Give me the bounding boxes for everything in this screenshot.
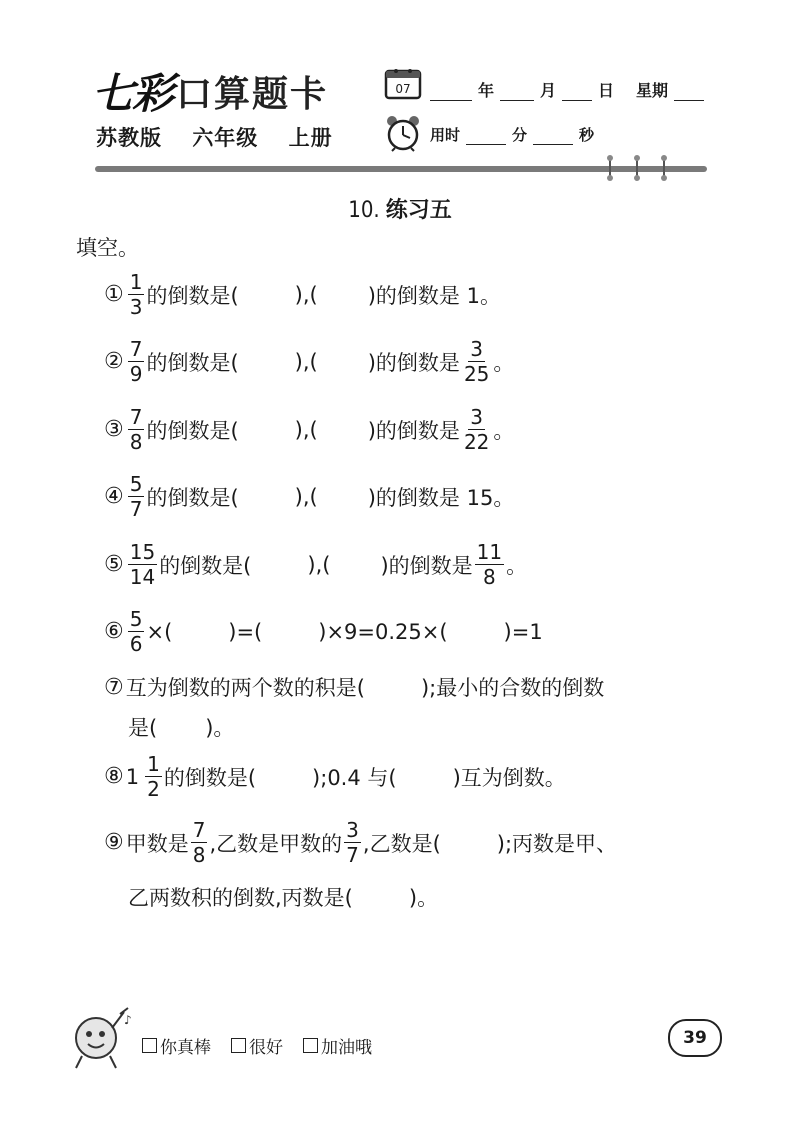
numerator: 15: [129, 540, 156, 564]
numerator: 3: [470, 337, 484, 361]
denominator: 3: [129, 295, 143, 319]
question-text: 。: [493, 418, 515, 443]
question-8: [104, 754, 566, 799]
numerator: 1: [147, 752, 160, 776]
checkbox[interactable]: [303, 1038, 318, 1053]
question-text: 的倒数是(: [146, 485, 239, 510]
question-text: )。: [408, 886, 439, 910]
date-fields: [430, 78, 704, 101]
question-text: 。: [493, 350, 515, 375]
denominator: 7: [129, 497, 143, 521]
denominator: 9: [129, 362, 143, 386]
question-9: [104, 820, 617, 865]
calendar-icon: [384, 66, 422, 100]
question-marker: ⑤: [104, 552, 124, 577]
rating-label: 你真棒: [160, 1038, 211, 1058]
question-marker: ⑥: [104, 619, 124, 644]
mixed-whole: 1: [125, 764, 140, 789]
checkbox[interactable]: [231, 1038, 246, 1053]
denominator: 25: [463, 362, 490, 386]
question-text: )的倒数是 15。: [367, 485, 515, 510]
numerator: 3: [470, 405, 484, 429]
checkbox[interactable]: [142, 1038, 157, 1053]
fraction: [344, 820, 361, 865]
question-4: [104, 474, 514, 519]
seconds-blank[interactable]: [533, 126, 573, 145]
denominator: 7: [346, 843, 359, 867]
question-text: 的倒数是(: [146, 350, 239, 375]
question-text: ),(: [294, 417, 318, 442]
question-text: )。: [205, 716, 235, 740]
question-7-line-2: [128, 712, 234, 742]
alarm-clock-icon: [384, 114, 422, 152]
question-text: )的倒数是: [380, 553, 473, 578]
fraction: [462, 339, 491, 384]
day-label: 日: [598, 81, 615, 100]
month-blank[interactable]: [500, 82, 534, 101]
question-text: )的倒数是 1。: [367, 283, 501, 308]
rating-option-great[interactable]: [142, 1033, 211, 1058]
numerator: 11: [476, 540, 503, 564]
denominator: 14: [129, 565, 156, 589]
numerator: 7: [129, 405, 143, 429]
question-marker: ⑨: [104, 830, 124, 855]
brand-title: 口算题卡: [176, 73, 329, 115]
fraction: [475, 542, 504, 587]
denominator: 8: [192, 843, 206, 867]
question-text: ×(: [146, 619, 173, 644]
fraction: [128, 407, 145, 452]
rating-option-keep-going[interactable]: [303, 1033, 372, 1058]
question-7: [104, 672, 604, 702]
question-text: ,乙数是(: [362, 831, 441, 856]
question-text: 乙两数积的倒数,丙数是(: [128, 886, 353, 910]
question-text: ),(: [307, 552, 331, 577]
question-9-line-2: [128, 882, 438, 912]
denominator: 2: [147, 777, 160, 801]
month-label: 月: [540, 81, 557, 100]
brand: [92, 66, 328, 116]
question-text: 的倒数是(: [146, 418, 239, 443]
fraction: [128, 272, 145, 317]
edition-volume: 上册: [288, 126, 333, 150]
calendar-day: 07: [395, 82, 411, 96]
question-1: [104, 272, 501, 317]
numerator: 3: [346, 818, 359, 842]
weekday-label: 星期: [636, 81, 669, 100]
question-text: );最小的合数的倒数: [420, 676, 605, 700]
numerator: 5: [129, 472, 143, 496]
page-number: 39: [668, 1019, 722, 1057]
question-5: [104, 542, 527, 587]
denominator: 6: [129, 632, 143, 656]
instruction: 填空。: [76, 236, 139, 260]
question-text: ),(: [294, 282, 318, 307]
question-text: ,乙数是甲数的: [209, 831, 343, 856]
question-text: 的倒数是(: [146, 283, 239, 308]
numerator: 1: [129, 270, 143, 294]
svg-text:♪: ♪: [124, 1013, 132, 1027]
question-text: ),(: [294, 349, 318, 374]
fraction: [191, 820, 208, 865]
question-marker: ②: [104, 349, 124, 374]
seconds-label: 秒: [579, 126, 595, 144]
lesson-name: 练习五: [385, 198, 452, 223]
question-text: 互为倒数的两个数的积是(: [125, 676, 365, 700]
time-fields: [430, 124, 600, 145]
question-text: 。: [506, 553, 528, 578]
fraction: [462, 407, 491, 452]
question-text: )互为倒数。: [452, 765, 566, 790]
fraction: [145, 754, 162, 799]
question-marker: ④: [104, 484, 124, 509]
time-used-label: 用时: [430, 126, 461, 144]
denominator: 8: [129, 430, 143, 454]
denominator: 22: [463, 430, 490, 454]
question-text: 甲数是: [125, 831, 189, 856]
minutes-blank[interactable]: [466, 126, 506, 145]
brand-logo: 七彩: [92, 69, 173, 118]
question-text: 的倒数是(: [163, 765, 257, 790]
question-text: ),(: [294, 484, 318, 509]
question-marker: ⑦: [104, 674, 124, 700]
day-blank[interactable]: [562, 82, 592, 101]
question-text: )=1: [503, 619, 543, 644]
rating-option-good[interactable]: [231, 1033, 283, 1058]
year-label: 年: [478, 81, 495, 100]
minutes-label: 分: [512, 126, 528, 144]
self-rating: [142, 1033, 392, 1058]
numerator: 7: [192, 818, 206, 842]
lesson-title: [0, 193, 800, 224]
numerator: 5: [129, 607, 143, 631]
edition-grade: 六年级: [192, 126, 259, 150]
question-text: )的倒数是: [367, 418, 460, 443]
question-marker: ⑧: [104, 764, 124, 789]
fraction: [128, 474, 145, 519]
fraction: [128, 339, 145, 384]
fraction: [128, 609, 145, 654]
question-text: );丙数是甲、: [496, 831, 618, 856]
mascot-icon: [68, 1004, 134, 1072]
edition-line: [96, 122, 355, 152]
numerator: 7: [129, 337, 143, 361]
question-2: [104, 339, 514, 384]
fraction: [128, 542, 157, 587]
question-text: );0.4 与(: [312, 765, 397, 790]
rating-label: 很好: [249, 1038, 283, 1058]
binder-rings-icon: [604, 154, 670, 182]
lesson-number: 10.: [348, 198, 380, 223]
year-blank[interactable]: [430, 82, 472, 101]
question-3: [104, 407, 514, 452]
weekday-blank[interactable]: [674, 82, 704, 101]
question-text: 是(: [128, 716, 158, 740]
question-text: )的倒数是: [367, 350, 460, 375]
question-text: )×9=0.25×(: [318, 619, 448, 644]
denominator: 8: [483, 565, 496, 589]
question-marker: ①: [104, 282, 124, 307]
edition-publisher: 苏教版: [96, 126, 162, 150]
question-text: 的倒数是(: [159, 553, 252, 578]
question-text: )=(: [228, 619, 263, 644]
question-6: [104, 609, 543, 654]
question-marker: ③: [104, 417, 124, 442]
rating-label: 加油哦: [321, 1038, 372, 1058]
